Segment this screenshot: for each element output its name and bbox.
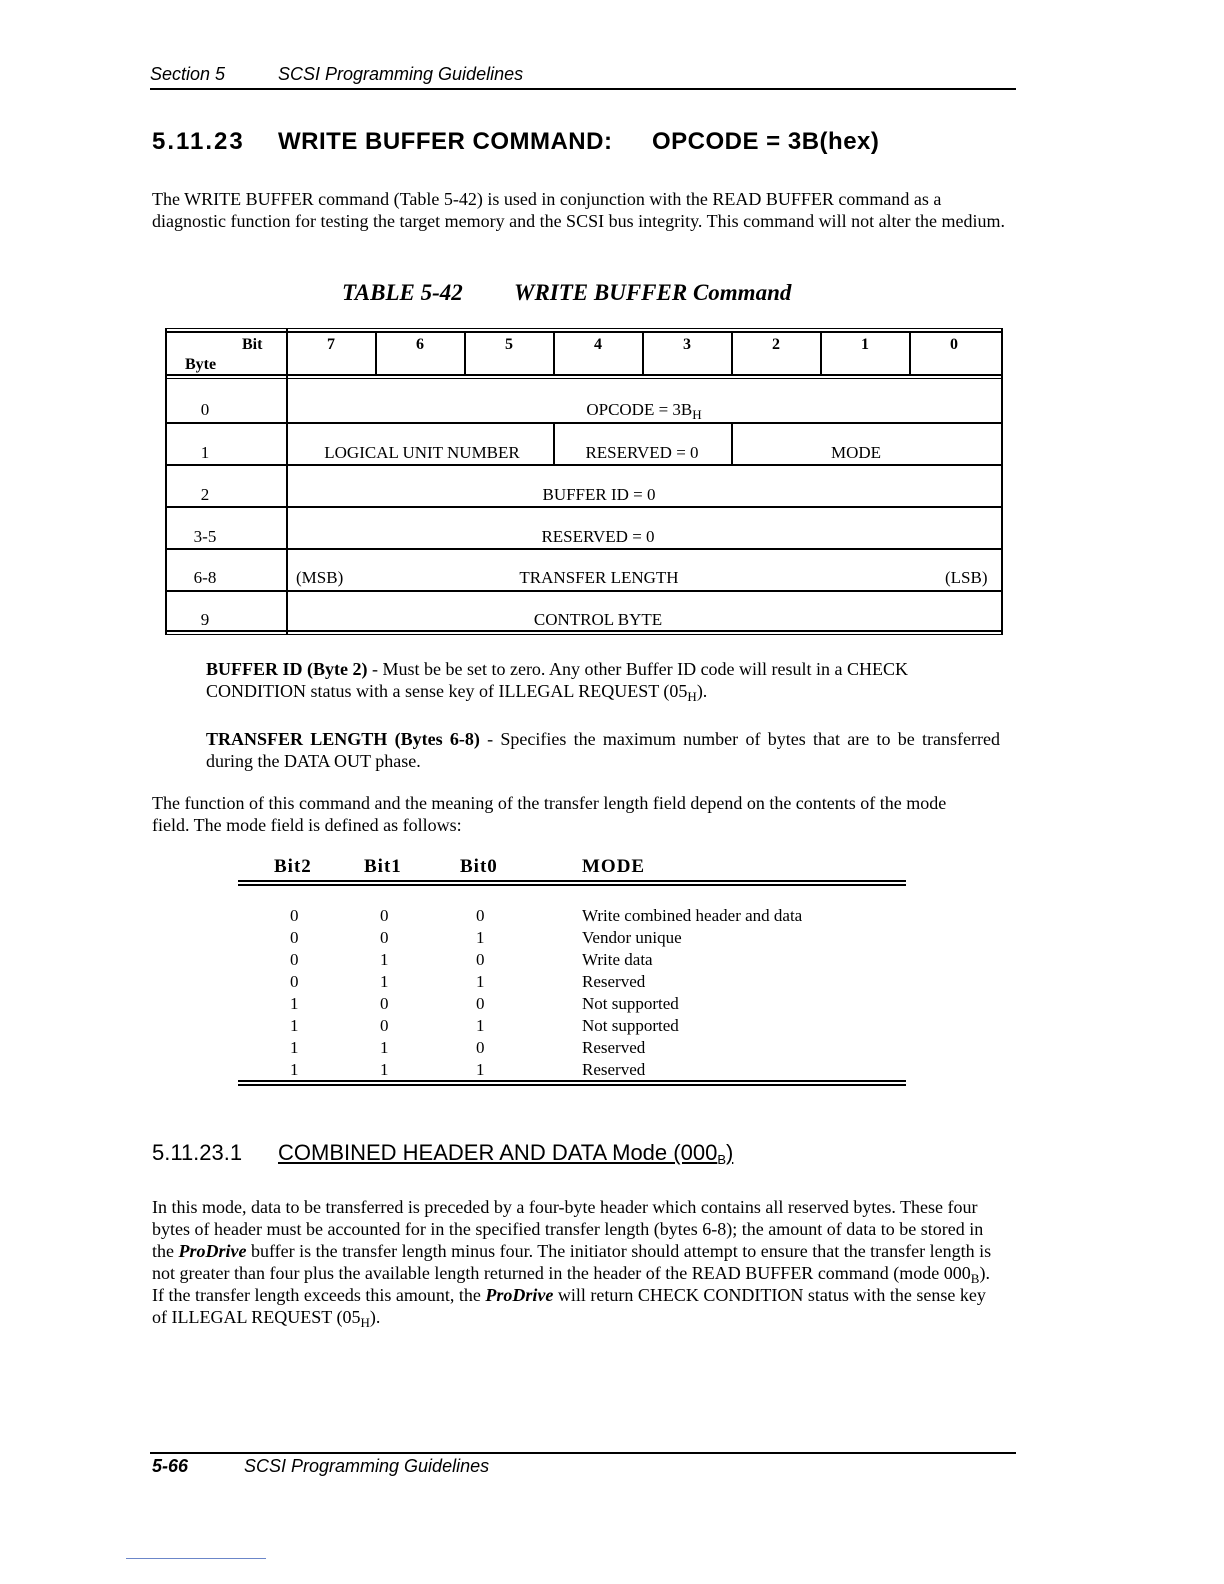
opcode-label: OPCODE = 3B(hex) (652, 128, 880, 155)
buffer-id-description: BUFFER ID (Byte 2) - Must be be set to zero. Any other Buffer ID code will result in a CHECK CONDITION status with a sense key of ILLEGAL REQUEST $(05_H)$. (206, 659, 909, 704)
page-number: 5-66 (152, 1456, 189, 1476)
lsb-label: (LSB) (945, 568, 988, 587)
mode-table (238, 854, 906, 1086)
subsection-title: COMBINED HEADER AND DATA Mode $(000_B)$ (278, 1140, 734, 1167)
table-row: 1 0 1 Not supported (290, 1016, 679, 1035)
scan-mark (126, 1558, 266, 1559)
byte-1: 1 (200, 443, 210, 462)
byte-9: 9 (200, 610, 210, 629)
bit-2: 2 (772, 336, 780, 353)
section-label: Section 5 (150, 64, 226, 84)
bit-3: 3 (683, 336, 691, 353)
lun-field: LOGICAL UNIT NUMBER (324, 443, 520, 462)
table-label: TABLE 5-42 (342, 280, 463, 305)
combined-mode-paragraph: In this mode, data to be transferred is preceded by a four-byte header which contains all reserved bytes. These four bytes of header must be accounted for in the specified transfer length (bytes 6-8); the amount of data to be stored in the ProDrive buffer is the transfer length minus four. The initiator should attempt to ensure that the transfer length is not greater than four plus the available length returned in the header of the READ BUFFER command (mode $000_B$). If the transfer length exceeds this amount, the ProDrive will return CHECK CONDITION status with the sense key of ILLEGAL REQUEST $(05_H)$. (152, 1197, 992, 1330)
table-caption (342, 280, 791, 306)
transfer-length-field: TRANSFER LENGTH (519, 568, 679, 587)
opcode-field: OPCODE = $3B_H$ (586, 400, 702, 422)
byte-3-5: 3-5 (193, 527, 217, 546)
table-row: 0 1 1 Reserved (290, 972, 646, 991)
bit-1: 1 (861, 336, 869, 353)
byte-0: 0 (200, 400, 210, 419)
section-heading (152, 128, 879, 156)
transfer-length-description: TRANSFER LENGTH (Bytes 6-8) - Specifies the maximum number of bytes that are to be transferred during the DATA OUT phase. (206, 729, 1000, 771)
running-header (150, 64, 1016, 90)
msb-label: (MSB) (296, 568, 344, 587)
table-row: 0 0 0 Write combined header and data (290, 906, 803, 925)
section-number: 5.11.23 (152, 128, 245, 155)
bit-4: 4 (594, 336, 602, 353)
mode-header-bit1: Bit1 (364, 856, 402, 877)
reserved-field: RESERVED = 0 (541, 527, 655, 546)
footer-rule (150, 1452, 1016, 1454)
byte-label: Byte (185, 356, 217, 373)
mode-header-mode: MODE (582, 856, 646, 877)
mode-field: MODE (830, 443, 882, 462)
mode-header-bit0: Bit0 (460, 856, 498, 877)
footer-title: SCSI Programming Guidelines (244, 1456, 490, 1476)
bit-5: 5 (505, 336, 513, 353)
reserved-bits-field: RESERVED = 0 (585, 443, 699, 462)
write-buffer-command-table (165, 328, 1003, 636)
subsection-heading (152, 1140, 733, 1166)
subsection-number: 5.11.23.1 (152, 1140, 243, 1165)
bit-6: 6 (416, 336, 424, 353)
mode-intro-paragraph: The function of this command and the meaning of the transfer length field depend on the contents of the mode field. The mode field is defined as follows: (152, 793, 947, 835)
table-row: 1 1 0 Reserved (290, 1038, 646, 1057)
command-name: WRITE BUFFER COMMAND: (278, 128, 613, 155)
bit-7: 7 (327, 336, 335, 353)
control-byte-field: CONTROL BYTE (533, 610, 663, 629)
byte-2: 2 (200, 485, 210, 504)
bit-0: 0 (950, 336, 958, 353)
table-row: 1 1 1 Reserved (290, 1060, 646, 1079)
bit-label: Bit (242, 336, 263, 353)
table-title: WRITE BUFFER Command (514, 280, 792, 305)
byte-6-8: 6-8 (193, 568, 217, 587)
table-row: 1 0 0 Not supported (290, 994, 679, 1013)
table-row: 0 0 1 Vendor unique (290, 928, 682, 947)
buffer-id-field: BUFFER ID = 0 (542, 485, 656, 504)
intro-paragraph: The WRITE BUFFER command (Table 5-42) is used in conjunction with the READ BUFFER command as a diagnostic function for testing the target memory and the SCSI bus integrity. This command will not alter the medium. (152, 189, 1006, 231)
mode-header-bit2: Bit2 (274, 856, 312, 877)
header-title: SCSI Programming Guidelines (278, 64, 524, 84)
table-row: 0 1 0 Write data (290, 950, 653, 969)
